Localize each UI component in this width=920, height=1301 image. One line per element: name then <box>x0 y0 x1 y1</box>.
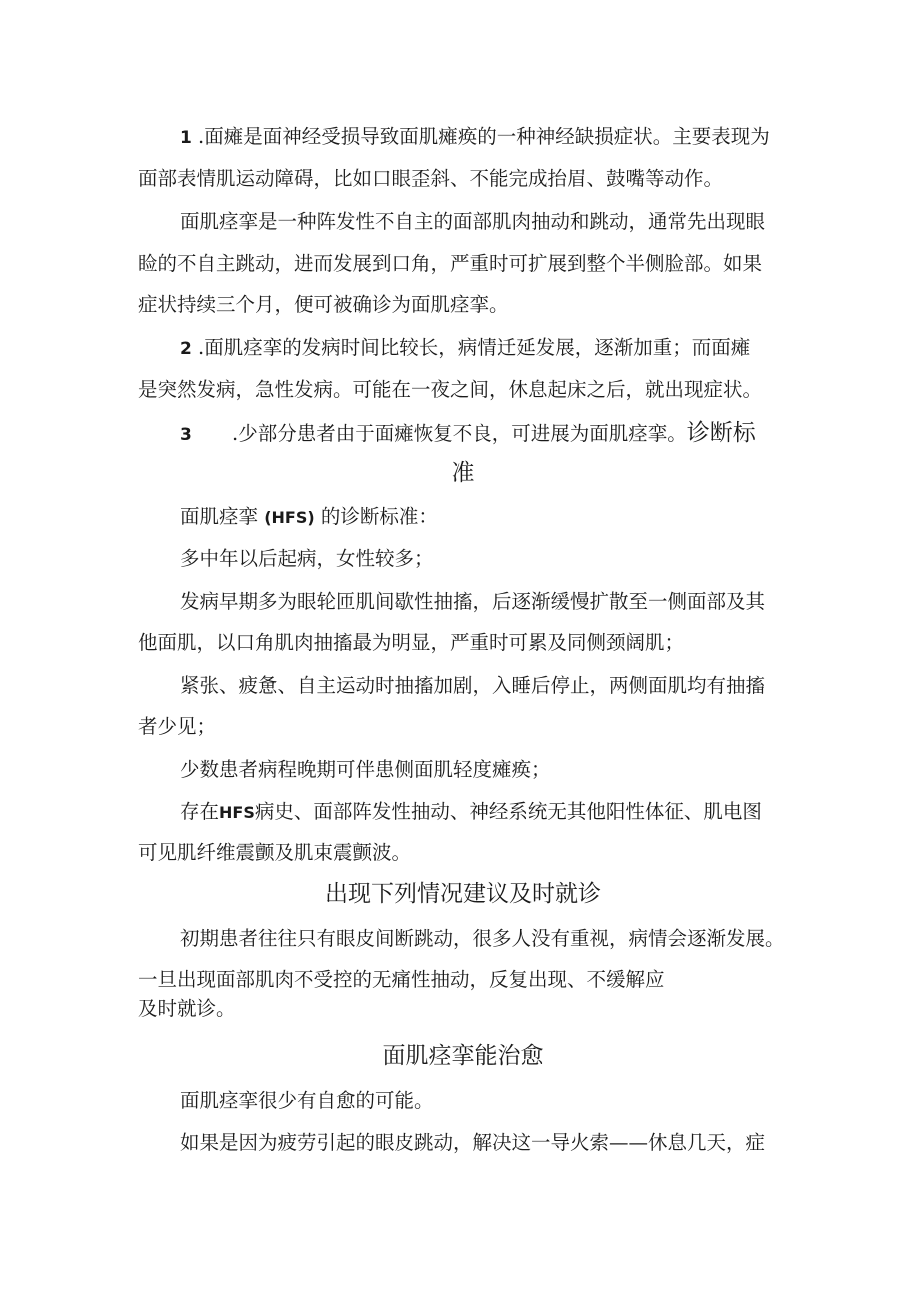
diagnosis-heading-part1: 诊断标 <box>686 420 756 446</box>
criteria-item5-line1 <box>180 797 788 828</box>
section1-line1 <box>180 122 788 153</box>
section1-number: 1 <box>180 128 192 148</box>
section1-text: .面瘫是面神经受损导致面肌瘫痪的一种神经缺损症状。主要表现为 <box>198 125 770 148</box>
visit-line3: 及时就诊。 <box>138 997 236 1020</box>
section3-text: .少部分患者由于面瘫恢复不良，可进展为面肌痉挛。 <box>232 422 687 445</box>
criteria-intro-text: 面肌痉挛 <box>180 505 259 528</box>
criteria-item5-text: 病史、面部阵发性抽动、神经系统无其他阳性体征、肌电图 <box>254 800 762 823</box>
section2-line2: 是突然发病，急性发病。可能在一夜之间，休息起床之后，就出现症状。 <box>138 378 763 401</box>
spasm-para-line2: 睑的不自主跳动，进而发展到口角，严重时可扩展到整个半侧脸部。如果 <box>138 252 763 275</box>
spasm-para-line3: 症状持续三个月，便可被确诊为面肌痉挛。 <box>138 293 509 316</box>
visit-heading: 出现下列情况建议及时就诊 <box>325 881 601 907</box>
section3-number: 3 <box>180 425 192 445</box>
section1-line2: 面部表情肌运动障碍，比如口眼歪斜、不能完成抬眉、鼓嘴等动作。 <box>138 167 724 190</box>
criteria-intro-suffix: 的诊断标准： <box>320 505 438 528</box>
criteria-item3-line2: 者少见； <box>138 715 217 738</box>
spasm-para-line1: 面肌痉挛是一种阵发性不自主的面部肌肉抽动和跳动，通常先出现眼 <box>180 210 766 233</box>
cure-line2: 如果是因为疲劳引起的眼皮跳动，解决这一导火索——休息几天，症 <box>180 1131 766 1154</box>
criteria-item2-line1: 发病早期多为眼轮匝肌间歇性抽搐，后逐渐缓慢扩散至一侧面部及其 <box>180 590 766 613</box>
section2-text: .面肌痉挛的发病时间比较长，病情迁延发展，逐渐加重；而面瘫 <box>198 336 751 359</box>
criteria-item5-line2: 可见肌纤维震颤及肌束震颤波。 <box>138 841 412 864</box>
visit-line1: 初期患者往往只有眼皮间断跳动，很多人没有重视，病情会逐渐发展。 <box>180 927 785 950</box>
diagnosis-heading-part2: 准 <box>451 460 475 486</box>
hfs-abbr-2: HFS <box>219 803 255 822</box>
criteria-item5-prefix: 存在 <box>180 800 220 823</box>
section2-line1 <box>180 333 788 364</box>
criteria-item3-line1: 紧张、疲惫、自主运动时抽搐加剧，入睡后停止，两侧面肌均有抽搐 <box>180 674 766 697</box>
cure-line1: 面肌痉挛很少有自愈的可能。 <box>180 1089 434 1112</box>
section3-line <box>180 418 788 450</box>
criteria-intro <box>180 502 788 533</box>
criteria-item1: 多中年以后起病，女性较多； <box>180 547 434 570</box>
visit-line2: 一旦出现面部肌肉不受控的无痛性抽动，反复出现、不缓解应 <box>138 968 665 991</box>
cure-heading: 面肌痉挛能治愈 <box>382 1043 544 1069</box>
criteria-item4: 少数患者病程晚期可伴患侧面肌轻度瘫痪； <box>180 758 551 781</box>
section2-number: 2 <box>180 339 192 359</box>
criteria-item2-line2: 他面肌，以口角肌肉抽搐最为明显，严重时可累及同侧颈阔肌； <box>138 631 685 654</box>
hfs-abbr: (HFS) <box>264 508 315 527</box>
